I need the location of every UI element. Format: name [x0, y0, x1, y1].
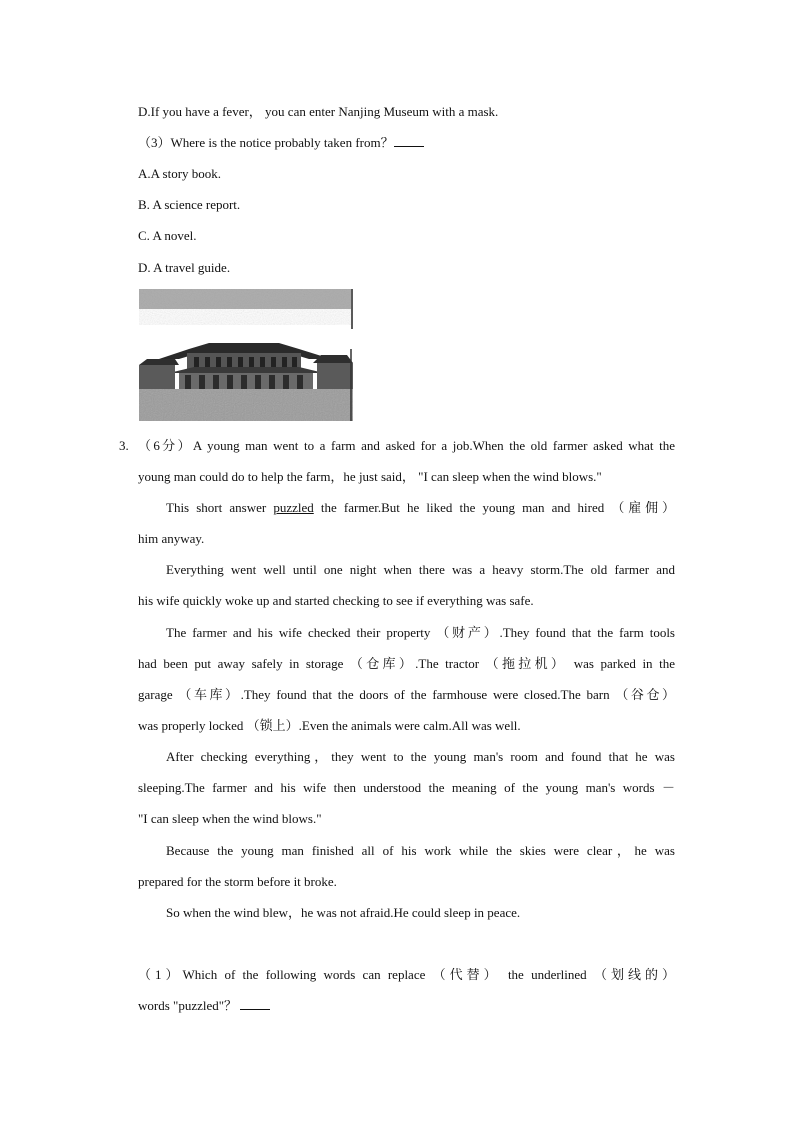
sub-question-1-text: words "puzzled"？: [138, 998, 238, 1013]
option-d-text: D.If you have a fever， you can enter Nanjing Museum with a mask.: [138, 104, 499, 119]
option-a: A.A story book.: [138, 166, 222, 181]
passage-text: the farmer.But he liked the young man and hired （雇佣）: [320, 500, 676, 515]
passage-line-5: Everything went well until one night when there was a heavy storm.The old farmer and: [166, 562, 675, 577]
passage-line-7: The farmer and his wife checked their property （财产）.They found that the farm tools: [166, 625, 675, 640]
passage-line-16: So when the wind blew，he was not afraid.He could sleep in peace.: [166, 905, 521, 920]
sub-question-1-line-1: （1）Which of the following words can replace （代替） the underlined （划线的）: [138, 967, 675, 982]
passage-line-11: After checking everything，they went to the young man's room and found that he was: [166, 749, 675, 764]
passage-line-15: prepared for the storm before it broke.: [138, 874, 337, 889]
passage-line-9: garage （车库）.They found that the doors of the farmhouse were closed.The barn （谷仓）: [138, 687, 675, 702]
option-d: D. A travel guide.: [138, 260, 231, 275]
passage-text: This short answer: [166, 500, 267, 515]
question-number: 3.: [119, 438, 129, 453]
option-b: B. A science report.: [138, 197, 241, 212]
underlined-word: puzzled: [273, 500, 314, 515]
passage-line-3: [166, 499, 675, 517]
answer-blank: [394, 134, 424, 147]
passage-line-1: （6分）A young man went to a farm and asked for a job.When the old farmer asked what the: [138, 438, 675, 453]
option-c: C. A novel.: [138, 228, 197, 243]
passage-line-2: young man could do to help the farm，he just said， "I can sleep when the wind blows.": [138, 469, 602, 484]
passage-line-14: Because the young man finished all of his work while the skies were clear，he was: [166, 843, 675, 858]
sub-question-1-line-2: [138, 997, 675, 1015]
passage-line-6: his wife quickly woke up and started checking to see if everything was safe.: [138, 593, 534, 608]
sub-question-3-text: （3）Where is the notice probably taken from？: [138, 135, 394, 150]
passage-line-10: was properly locked （锁上）.Even the animals were calm.All was well.: [138, 718, 521, 733]
sub-question-3: [138, 134, 675, 152]
answer-blank: [240, 997, 270, 1010]
building-photo: [139, 289, 353, 421]
passage-line-13: "I can sleep when the wind blows.": [138, 811, 322, 826]
passage-line-8: had been put away safely in storage （仓库）.The tractor （拖拉机） was parked in the: [138, 656, 675, 671]
passage-line-12: sleeping.The farmer and his wife then understood the meaning of the young man's words －: [138, 780, 675, 795]
passage-line-4: him anyway.: [138, 531, 205, 546]
